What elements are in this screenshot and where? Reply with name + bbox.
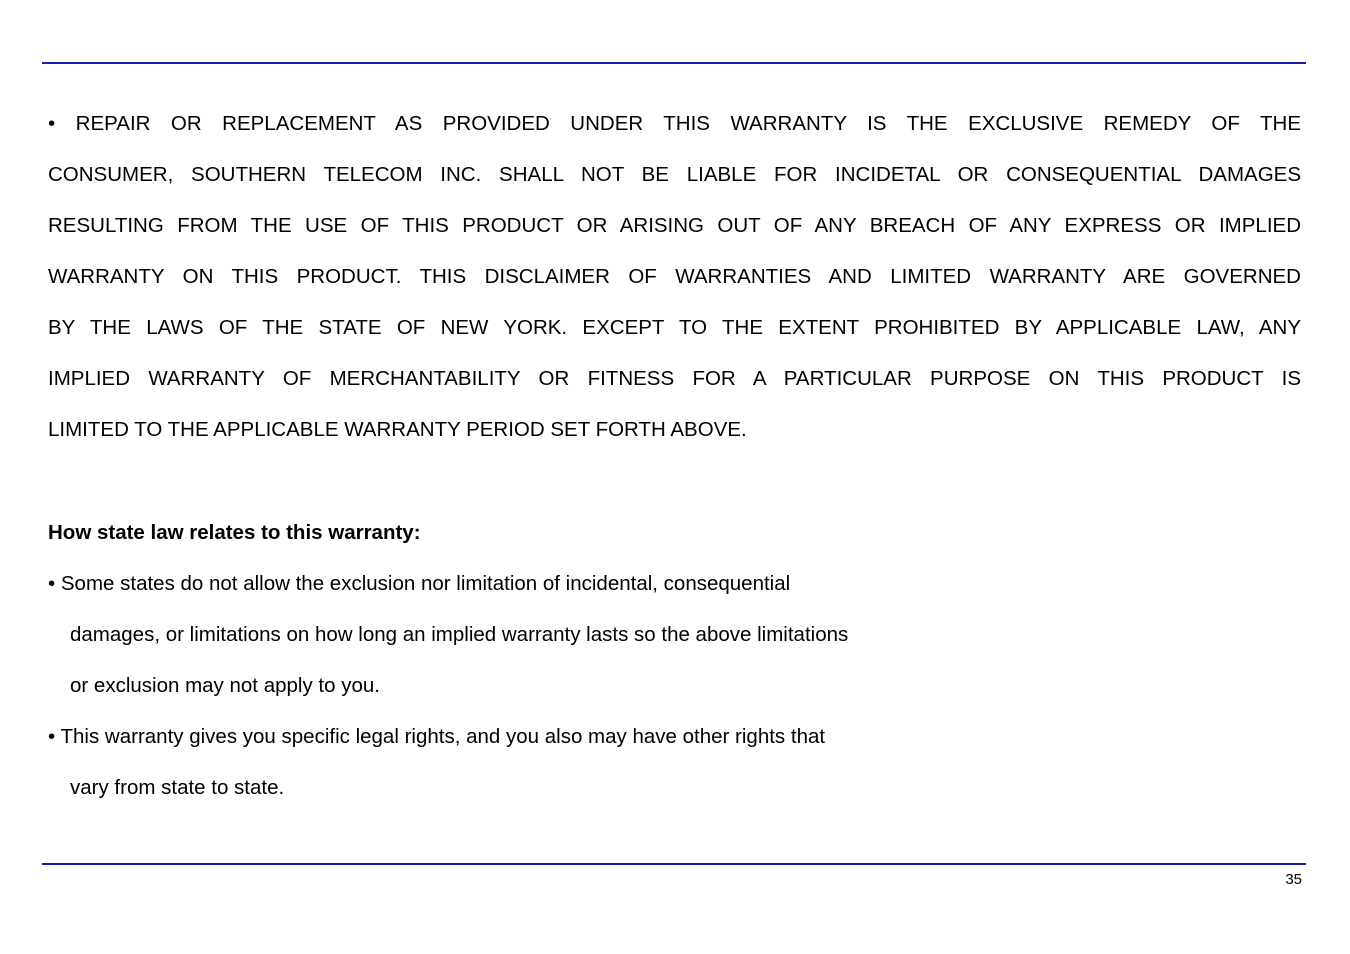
- footer-rule: [42, 863, 1306, 865]
- paragraph-line: WARRANTY ON THIS PRODUCT. THIS DISCLAIMER OF WARRANTIES AND LIMITED WARRANTY ARE GOVERNED: [48, 265, 1301, 288]
- paragraph-line: • REPAIR OR REPLACEMENT AS PROVIDED UNDER THIS WARRANTY IS THE EXCLUSIVE REMEDY OF THE: [48, 112, 1301, 135]
- paragraph-line: LIMITED TO THE APPLICABLE WARRANTY PERIOD SET FORTH ABOVE.: [48, 418, 747, 441]
- bullet-line: • Some states do not allow the exclusion nor limitation of incidental, consequential: [48, 572, 791, 595]
- bullet-line: or exclusion may not apply to you.: [70, 674, 380, 697]
- header-rule: [42, 62, 1306, 64]
- paragraph-line: BY THE LAWS OF THE STATE OF NEW YORK. EXCEPT TO THE EXTENT PROHIBITED BY APPLICABLE LAW, ANY: [48, 316, 1301, 339]
- paragraph-line: IMPLIED WARRANTY OF MERCHANTABILITY OR FITNESS FOR A PARTICULAR PURPOSE ON THIS PRODUCT IS: [48, 367, 1301, 390]
- paragraph-line: CONSUMER, SOUTHERN TELECOM INC. SHALL NOT BE LIABLE FOR INCIDETAL OR CONSEQUENTIAL DAMAGES: [48, 163, 1301, 186]
- page-number: 35: [1285, 871, 1302, 888]
- paragraph-line: RESULTING FROM THE USE OF THIS PRODUCT OR ARISING OUT OF ANY BREACH OF ANY EXPRESS OR IMPLIED: [48, 214, 1301, 237]
- bullet-line: • This warranty gives you specific legal rights, and you also may have other rights that: [48, 725, 826, 748]
- section-heading: How state law relates to this warranty:: [48, 521, 421, 544]
- bullet-line: damages, or limitations on how long an implied warranty lasts so the above limitations: [70, 623, 849, 646]
- bullet-line: vary from state to state.: [70, 776, 285, 799]
